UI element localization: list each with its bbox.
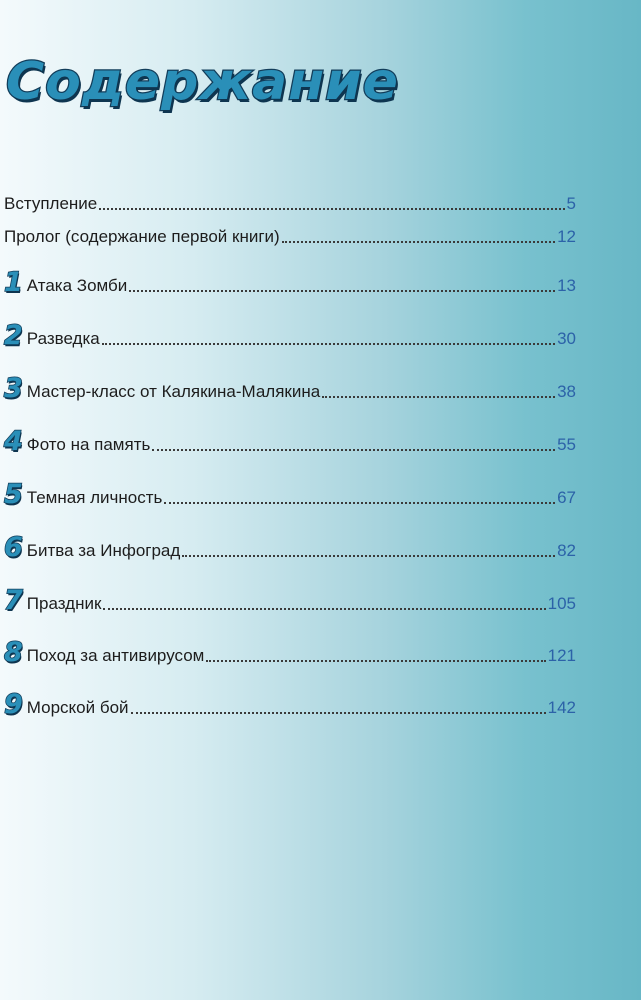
dot-leader [164,501,555,504]
toc-entry-page: 105 [547,594,576,613]
toc-entry-chapter-4[interactable] [4,426,576,456]
toc-entry-chapter-3[interactable] [4,373,576,403]
toc-entry-chapter-6[interactable] [4,532,576,562]
toc-entry-page: 55 [557,435,576,454]
toc-entry-label: Праздник [26,594,102,613]
toc-entry-page: 30 [557,329,576,348]
toc-entry-page: 12 [557,227,576,246]
chapter-number: 3 [4,373,23,404]
dot-leader [99,207,564,210]
toc-entry-label: Пролог (содержание первой книги) [4,227,280,246]
page-title: Содержание [6,52,399,112]
toc-entry-page: 38 [557,382,576,401]
chapter-number: 6 [4,532,23,563]
toc-entry-label: Фото на память [26,435,151,454]
toc-entry-page: 121 [547,646,576,665]
toc-entry-label: Атака Зомби [26,276,128,295]
toc-entry-label: Битва за Инфоград [26,541,181,560]
toc-entry-page: 67 [557,488,576,507]
toc-entry-label: Темная личность [26,488,163,507]
dot-leader [102,342,555,345]
toc-entry-chapter-8[interactable] [4,637,576,667]
chapter-number: 4 [4,426,23,457]
toc-entry-label: Вступление [4,194,98,213]
dot-leader [152,448,555,451]
chapter-number: 2 [4,320,23,351]
chapter-number: 8 [4,637,23,668]
dot-leader [322,395,555,398]
dot-leader [206,659,545,662]
toc-entry-chapter-2[interactable] [4,320,576,350]
dot-leader [282,240,555,243]
dot-leader [129,289,555,292]
toc-entry-label: Разведка [26,329,100,348]
chapter-number: 9 [4,689,23,720]
dot-leader [182,554,555,557]
toc-entry-page: 82 [557,541,576,560]
toc-entry-page: 5 [566,194,576,213]
toc-entry-intro[interactable] [4,185,576,215]
chapter-number: 5 [4,479,23,510]
toc-entry-page: 142 [547,698,576,717]
toc-entry-chapter-1[interactable] [4,267,576,297]
dot-leader [103,607,545,610]
dot-leader [131,711,546,714]
toc-entry-prologue[interactable] [4,218,576,248]
chapter-number: 1 [4,267,23,298]
toc-entry-chapter-5[interactable] [4,479,576,509]
toc-entry-label: Поход за антивирусом [26,646,205,665]
toc-entry-page: 13 [557,276,576,295]
toc-entry-chapter-9[interactable] [4,689,576,719]
toc-entry-chapter-7[interactable] [4,585,576,615]
toc-entry-label: Морской бой [26,698,129,717]
toc-entry-label: Мастер-класс от Калякина-Малякина [26,382,321,401]
chapter-number: 7 [4,585,23,616]
